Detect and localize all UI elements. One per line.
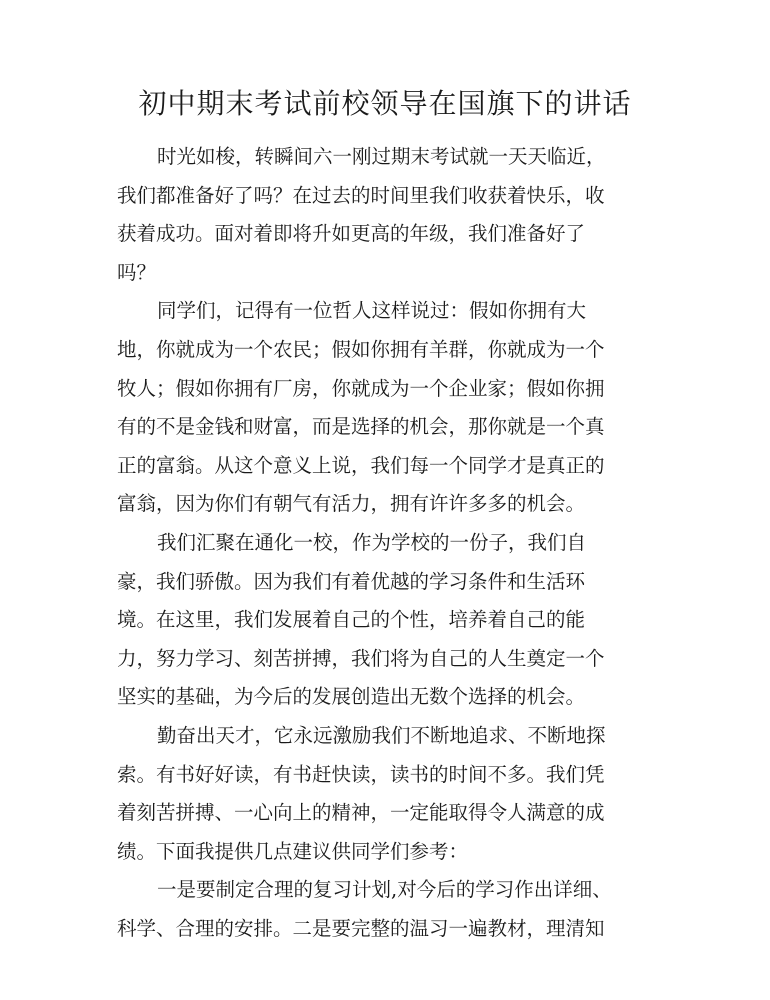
text-line: 正的富翁。从这个意义上说，我们每一个同学才是真正的	[117, 453, 605, 477]
text-line: 境。在这里，我们发展着自己的个性，培养着自己的能	[117, 608, 586, 632]
text-line: 牧人；假如你拥有厂房，你就成为一个企业家；假如你拥	[117, 376, 605, 400]
text-line: 时光如梭，转瞬间六一刚过期末考试就一天天临近，	[157, 145, 606, 168]
text-line: 同学们，记得有一位哲人这样说过：假如你拥有大	[157, 299, 587, 323]
page-title: 初中期末考试前校领导在国旗下的讲话	[138, 87, 632, 120]
text-line: 着刻苦拼搏、一心向上的精神，一定能取得令人满意的成	[117, 801, 605, 825]
text-line: 地，你就成为一个农民；假如你拥有羊群，你就成为一个	[117, 337, 605, 361]
text-line: 吗？	[117, 260, 157, 284]
text-line: 力，努力学习、刻苦拼搏，我们将为自己的人生奠定一个	[117, 646, 605, 670]
text-line: 绩。下面我提供几点建议供同学们参考：	[117, 839, 469, 863]
text-line: 科学、合理的安排。二是要完整的温习一遍教材，理清知	[117, 916, 605, 940]
text-line: 一是要制定合理的复习计划,对今后的学习作出详细、	[157, 878, 612, 902]
text-line: 坚实的基础，为今后的发展创造出无数个选择的机会。	[117, 685, 586, 709]
text-line: 有的不是金钱和财富，而是选择的机会，那你就是一个真	[117, 415, 605, 439]
text-line: 获着成功。面对着即将升如更高的年级，我们准备好了	[117, 222, 586, 246]
text-line: 索。有书好好读，有书赶快读，读书的时间不多。我们凭	[117, 762, 605, 786]
text-line: 豪，我们骄傲。因为我们有着优越的学习条件和生活环	[117, 569, 586, 593]
document-body	[117, 138, 637, 948]
text-line: 勤奋出天才，它永远激励我们不断地追求、不断地探	[157, 723, 606, 747]
text-line: 我们汇聚在通化一校，作为学校的一份子，我们自	[157, 530, 587, 554]
text-line: 我们都准备好了吗？在过去的时间里我们收获着快乐，收	[117, 183, 605, 207]
text-line: 富翁，因为你们有朝气有活力，拥有许许多多的机会。	[117, 492, 586, 516]
